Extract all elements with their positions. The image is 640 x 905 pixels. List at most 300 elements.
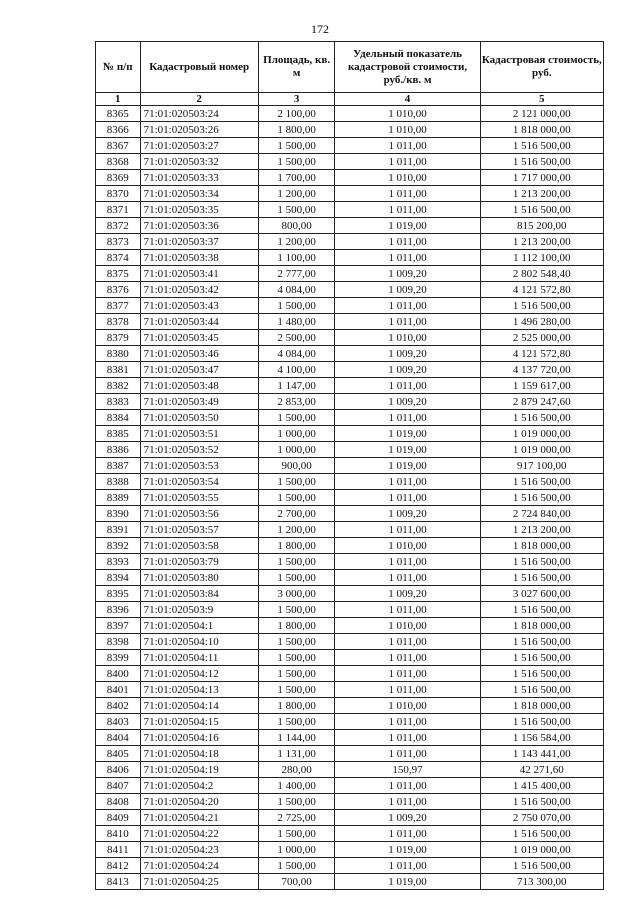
- cadastral-number-cell: 71:01:020504:18: [140, 746, 258, 762]
- unit-value-cell: 1 019,00: [335, 458, 480, 474]
- unit-value-cell: 1 011,00: [335, 522, 480, 538]
- area-cell: 1 500,00: [258, 714, 335, 730]
- cadastral-number-cell: 71:01:020503:51: [140, 426, 258, 442]
- row-number-cell: 8398: [96, 634, 141, 650]
- table-row: [96, 122, 604, 138]
- unit-value-cell: 1 011,00: [335, 746, 480, 762]
- row-number-cell: 8404: [96, 730, 141, 746]
- table-row: [96, 106, 604, 122]
- unit-value-cell: 1 011,00: [335, 634, 480, 650]
- area-cell: 280,00: [258, 762, 335, 778]
- area-cell: 1 500,00: [258, 570, 335, 586]
- cadastral-number-cell: 71:01:020504:11: [140, 650, 258, 666]
- page-number: 172: [311, 22, 329, 36]
- cadastral-value-table: [95, 41, 604, 890]
- column-number-row: [96, 93, 604, 106]
- area-cell: 2 700,00: [258, 506, 335, 522]
- cadastral-value-cell: 1 156 584,00: [480, 730, 603, 746]
- unit-value-cell: 1 009,20: [335, 362, 480, 378]
- cadastral-value-cell: 2 724 840,00: [480, 506, 603, 522]
- table-row: [96, 170, 604, 186]
- unit-value-cell: 1 011,00: [335, 570, 480, 586]
- unit-value-cell: 1 011,00: [335, 490, 480, 506]
- cadastral-number-cell: 71:01:020503:54: [140, 474, 258, 490]
- table-row: [96, 554, 604, 570]
- unit-value-cell: 1 011,00: [335, 778, 480, 794]
- cadastral-value-cell: 1 159 617,00: [480, 378, 603, 394]
- table-row: [96, 666, 604, 682]
- area-cell: 1 200,00: [258, 186, 335, 202]
- cadastral-number-cell: 71:01:020503:27: [140, 138, 258, 154]
- cadastral-value-cell: 1 516 500,00: [480, 602, 603, 618]
- unit-value-cell: 1 011,00: [335, 298, 480, 314]
- cadastral-number-cell: 71:01:020503:58: [140, 538, 258, 554]
- cadastral-number-cell: 71:01:020504:24: [140, 858, 258, 874]
- table-row: [96, 378, 604, 394]
- cadastral-value-cell: 1 516 500,00: [480, 154, 603, 170]
- area-cell: 1 500,00: [258, 154, 335, 170]
- table-row: [96, 794, 604, 810]
- cadastral-value-cell: 1 818 000,00: [480, 538, 603, 554]
- table-row: [96, 842, 604, 858]
- table-row: [96, 602, 604, 618]
- unit-value-cell: 1 009,20: [335, 586, 480, 602]
- area-cell: 800,00: [258, 218, 335, 234]
- row-number-cell: 8367: [96, 138, 141, 154]
- unit-value-cell: 1 011,00: [335, 826, 480, 842]
- row-number-cell: 8383: [96, 394, 141, 410]
- unit-value-cell: 1 011,00: [335, 730, 480, 746]
- row-number-cell: 8406: [96, 762, 141, 778]
- table-row: [96, 426, 604, 442]
- unit-value-cell: 1 011,00: [335, 554, 480, 570]
- cadastral-value-cell: 1 415 400,00: [480, 778, 603, 794]
- table-row: [96, 138, 604, 154]
- area-cell: 4 084,00: [258, 282, 335, 298]
- area-cell: 1 131,00: [258, 746, 335, 762]
- row-number-cell: 8396: [96, 602, 141, 618]
- cadastral-value-cell: 1 516 500,00: [480, 490, 603, 506]
- table-row: [96, 858, 604, 874]
- cadastral-number-cell: 71:01:020503:43: [140, 298, 258, 314]
- row-number-cell: 8375: [96, 266, 141, 282]
- row-number-cell: 8384: [96, 410, 141, 426]
- row-number-cell: 8399: [96, 650, 141, 666]
- table-row: [96, 506, 604, 522]
- cadastral-value-cell: 1 516 500,00: [480, 474, 603, 490]
- area-cell: 1 500,00: [258, 666, 335, 682]
- table-row: [96, 218, 604, 234]
- unit-value-cell: 1 009,20: [335, 506, 480, 522]
- cadastral-number-cell: 71:01:020503:57: [140, 522, 258, 538]
- cadastral-value-cell: 1 516 500,00: [480, 202, 603, 218]
- cadastral-value-cell: 1 213 200,00: [480, 186, 603, 202]
- cadastral-value-cell: 1 213 200,00: [480, 234, 603, 250]
- unit-value-cell: 1 010,00: [335, 170, 480, 186]
- area-cell: 1 500,00: [258, 602, 335, 618]
- cadastral-value-cell: 1 516 500,00: [480, 570, 603, 586]
- header-row-number: № п/п: [96, 42, 141, 93]
- cadastral-number-cell: 71:01:020504:14: [140, 698, 258, 714]
- unit-value-cell: 1 011,00: [335, 794, 480, 810]
- table-row: [96, 570, 604, 586]
- cadastral-value-cell: 1 516 500,00: [480, 858, 603, 874]
- area-cell: 1 700,00: [258, 170, 335, 186]
- area-cell: 1 800,00: [258, 122, 335, 138]
- unit-value-cell: 1 019,00: [335, 218, 480, 234]
- row-number-cell: 8373: [96, 234, 141, 250]
- area-cell: 1 800,00: [258, 698, 335, 714]
- cadastral-value-cell: 1 019 000,00: [480, 442, 603, 458]
- table-row: [96, 234, 604, 250]
- cadastral-number-cell: 71:01:020503:44: [140, 314, 258, 330]
- cadastral-value-cell: 1 516 500,00: [480, 714, 603, 730]
- unit-value-cell: 1 019,00: [335, 842, 480, 858]
- cadastral-value-cell: 1 516 500,00: [480, 666, 603, 682]
- cadastral-number-cell: 71:01:020504:2: [140, 778, 258, 794]
- row-number-cell: 8365: [96, 106, 141, 122]
- table-row: [96, 330, 604, 346]
- table-row: [96, 282, 604, 298]
- unit-value-cell: 1 011,00: [335, 186, 480, 202]
- cadastral-number-cell: 71:01:020503:37: [140, 234, 258, 250]
- area-cell: 1 500,00: [258, 202, 335, 218]
- area-cell: 1 000,00: [258, 842, 335, 858]
- cadastral-value-cell: 1 112 100,00: [480, 250, 603, 266]
- row-number-cell: 8393: [96, 554, 141, 570]
- table-row: [96, 250, 604, 266]
- cadastral-number-cell: 71:01:020503:79: [140, 554, 258, 570]
- table-row: [96, 874, 604, 890]
- row-number-cell: 8380: [96, 346, 141, 362]
- row-number-cell: 8408: [96, 794, 141, 810]
- area-cell: 1 500,00: [258, 650, 335, 666]
- area-cell: 1 100,00: [258, 250, 335, 266]
- area-cell: 1 000,00: [258, 442, 335, 458]
- row-number-cell: 8394: [96, 570, 141, 586]
- area-cell: 1 200,00: [258, 234, 335, 250]
- row-number-cell: 8371: [96, 202, 141, 218]
- unit-value-cell: 1 019,00: [335, 442, 480, 458]
- row-number-cell: 8407: [96, 778, 141, 794]
- row-number-cell: 8409: [96, 810, 141, 826]
- area-cell: 1 400,00: [258, 778, 335, 794]
- unit-value-cell: 1 010,00: [335, 618, 480, 634]
- cadastral-number-cell: 71:01:020503:34: [140, 186, 258, 202]
- header-area: Площадь, кв. м: [258, 42, 335, 93]
- cadastral-number-cell: 71:01:020503:32: [140, 154, 258, 170]
- row-number-cell: 8370: [96, 186, 141, 202]
- row-number-cell: 8405: [96, 746, 141, 762]
- row-number-cell: 8381: [96, 362, 141, 378]
- unit-value-cell: 1 010,00: [335, 698, 480, 714]
- row-number-cell: 8385: [96, 426, 141, 442]
- cadastral-number-cell: 71:01:020503:33: [140, 170, 258, 186]
- row-number-cell: 8377: [96, 298, 141, 314]
- row-number-cell: 8411: [96, 842, 141, 858]
- cadastral-value-cell: 713 300,00: [480, 874, 603, 890]
- table-row: [96, 522, 604, 538]
- row-number-cell: 8413: [96, 874, 141, 890]
- cadastral-number-cell: 71:01:020503:84: [140, 586, 258, 602]
- cadastral-number-cell: 71:01:020504:25: [140, 874, 258, 890]
- unit-value-cell: 1 011,00: [335, 378, 480, 394]
- cadastral-value-cell: 3 027 600,00: [480, 586, 603, 602]
- area-cell: 1 500,00: [258, 410, 335, 426]
- cadastral-number-cell: 71:01:020504:21: [140, 810, 258, 826]
- row-number-cell: 8379: [96, 330, 141, 346]
- column-number: 4: [335, 93, 480, 106]
- cadastral-number-cell: 71:01:020503:24: [140, 106, 258, 122]
- table-row: [96, 394, 604, 410]
- unit-value-cell: 1 011,00: [335, 650, 480, 666]
- table-row: [96, 474, 604, 490]
- cadastral-number-cell: 71:01:020503:26: [140, 122, 258, 138]
- table-row: [96, 586, 604, 602]
- row-number-cell: 8388: [96, 474, 141, 490]
- row-number-cell: 8401: [96, 682, 141, 698]
- unit-value-cell: 1 019,00: [335, 426, 480, 442]
- cadastral-number-cell: 71:01:020503:42: [140, 282, 258, 298]
- table-row: [96, 538, 604, 554]
- table-row: [96, 490, 604, 506]
- column-number: 5: [480, 93, 603, 106]
- cadastral-value-cell: 1 019 000,00: [480, 426, 603, 442]
- row-number-cell: 8400: [96, 666, 141, 682]
- row-number-cell: 8372: [96, 218, 141, 234]
- unit-value-cell: 1 010,00: [335, 330, 480, 346]
- row-number-cell: 8366: [96, 122, 141, 138]
- unit-value-cell: 1 011,00: [335, 234, 480, 250]
- cadastral-value-cell: 917 100,00: [480, 458, 603, 474]
- row-number-cell: 8378: [96, 314, 141, 330]
- cadastral-number-cell: 71:01:020503:80: [140, 570, 258, 586]
- table-row: [96, 202, 604, 218]
- area-cell: 1 800,00: [258, 538, 335, 554]
- unit-value-cell: 1 011,00: [335, 682, 480, 698]
- cadastral-number-cell: 71:01:020504:16: [140, 730, 258, 746]
- row-number-cell: 8391: [96, 522, 141, 538]
- area-cell: 1 480,00: [258, 314, 335, 330]
- area-cell: 4 100,00: [258, 362, 335, 378]
- cadastral-value-cell: 1 516 500,00: [480, 826, 603, 842]
- row-number-cell: 8412: [96, 858, 141, 874]
- cadastral-number-cell: 71:01:020504:22: [140, 826, 258, 842]
- cadastral-value-cell: 4 137 720,00: [480, 362, 603, 378]
- cadastral-value-cell: 42 271,60: [480, 762, 603, 778]
- unit-value-cell: 1 011,00: [335, 138, 480, 154]
- area-cell: 1 200,00: [258, 522, 335, 538]
- unit-value-cell: 1 009,20: [335, 810, 480, 826]
- unit-value-cell: 1 009,20: [335, 282, 480, 298]
- table-row: [96, 762, 604, 778]
- table-row: [96, 618, 604, 634]
- cadastral-value-cell: 1 516 500,00: [480, 794, 603, 810]
- area-cell: 1 500,00: [258, 298, 335, 314]
- cadastral-number-cell: 71:01:020503:50: [140, 410, 258, 426]
- table-row: [96, 298, 604, 314]
- area-cell: 1 800,00: [258, 618, 335, 634]
- area-cell: 1 147,00: [258, 378, 335, 394]
- area-cell: 1 500,00: [258, 474, 335, 490]
- cadastral-number-cell: 71:01:020503:41: [140, 266, 258, 282]
- cadastral-value-cell: 1 516 500,00: [480, 138, 603, 154]
- area-cell: 2 500,00: [258, 330, 335, 346]
- area-cell: 1 500,00: [258, 554, 335, 570]
- table-body: [96, 106, 604, 890]
- cadastral-number-cell: 71:01:020504:23: [140, 842, 258, 858]
- cadastral-value-cell: 1 516 500,00: [480, 410, 603, 426]
- cadastral-value-cell: 2 879 247,60: [480, 394, 603, 410]
- table-row: [96, 650, 604, 666]
- cadastral-number-cell: 71:01:020503:53: [140, 458, 258, 474]
- cadastral-number-cell: 71:01:020503:49: [140, 394, 258, 410]
- row-number-cell: 8374: [96, 250, 141, 266]
- table-row: [96, 314, 604, 330]
- table-row: [96, 266, 604, 282]
- column-number: 1: [96, 93, 141, 106]
- column-number: 3: [258, 93, 335, 106]
- area-cell: 1 000,00: [258, 426, 335, 442]
- cadastral-value-cell: 1 516 500,00: [480, 634, 603, 650]
- unit-value-cell: 1 011,00: [335, 602, 480, 618]
- unit-value-cell: 1 009,20: [335, 394, 480, 410]
- cadastral-value-cell: 1 818 000,00: [480, 698, 603, 714]
- cadastral-number-cell: 71:01:020504:12: [140, 666, 258, 682]
- area-cell: 700,00: [258, 874, 335, 890]
- row-number-cell: 8392: [96, 538, 141, 554]
- header-cadastral-number: Кадастровый номер: [140, 42, 258, 93]
- table-row: [96, 634, 604, 650]
- table-row: [96, 154, 604, 170]
- unit-value-cell: 1 011,00: [335, 314, 480, 330]
- area-cell: 3 000,00: [258, 586, 335, 602]
- area-cell: 1 144,00: [258, 730, 335, 746]
- table-row: [96, 186, 604, 202]
- cadastral-value-cell: 1 516 500,00: [480, 650, 603, 666]
- table-row: [96, 410, 604, 426]
- cadastral-number-cell: 71:01:020504:1: [140, 618, 258, 634]
- row-number-cell: 8397: [96, 618, 141, 634]
- cadastral-value-cell: 1 143 441,00: [480, 746, 603, 762]
- cadastral-number-cell: 71:01:020504:19: [140, 762, 258, 778]
- table-row: [96, 730, 604, 746]
- column-number: 2: [140, 93, 258, 106]
- cadastral-number-cell: 71:01:020503:46: [140, 346, 258, 362]
- area-cell: 1 500,00: [258, 490, 335, 506]
- cadastral-number-cell: 71:01:020503:45: [140, 330, 258, 346]
- cadastral-value-cell: 4 121 572,80: [480, 282, 603, 298]
- cadastral-number-cell: 71:01:020504:13: [140, 682, 258, 698]
- cadastral-number-cell: 71:01:020503:38: [140, 250, 258, 266]
- table-row: [96, 442, 604, 458]
- cadastral-value-cell: 4 121 572,80: [480, 346, 603, 362]
- cadastral-number-cell: 71:01:020504:15: [140, 714, 258, 730]
- unit-value-cell: 1 011,00: [335, 666, 480, 682]
- cadastral-value-cell: 1 496 280,00: [480, 314, 603, 330]
- table-row: [96, 810, 604, 826]
- cadastral-value-cell: 1 213 200,00: [480, 522, 603, 538]
- cadastral-value-cell: 1 516 500,00: [480, 554, 603, 570]
- unit-value-cell: 1 010,00: [335, 538, 480, 554]
- area-cell: 1 500,00: [258, 794, 335, 810]
- row-number-cell: 8376: [96, 282, 141, 298]
- row-number-cell: 8395: [96, 586, 141, 602]
- unit-value-cell: 1 010,00: [335, 106, 480, 122]
- area-cell: 1 500,00: [258, 634, 335, 650]
- unit-value-cell: 1 011,00: [335, 858, 480, 874]
- row-number-cell: 8368: [96, 154, 141, 170]
- unit-value-cell: 1 011,00: [335, 714, 480, 730]
- area-cell: 4 084,00: [258, 346, 335, 362]
- cadastral-value-cell: 1 818 000,00: [480, 618, 603, 634]
- cadastral-number-cell: 71:01:020503:56: [140, 506, 258, 522]
- cadastral-number-cell: 71:01:020504:20: [140, 794, 258, 810]
- cadastral-value-cell: 1 019 000,00: [480, 842, 603, 858]
- cadastral-value-cell: 2 750 070,00: [480, 810, 603, 826]
- table-row: [96, 458, 604, 474]
- cadastral-value-cell: 2 121 000,00: [480, 106, 603, 122]
- unit-value-cell: 1 011,00: [335, 474, 480, 490]
- row-number-cell: 8382: [96, 378, 141, 394]
- unit-value-cell: 1 019,00: [335, 874, 480, 890]
- area-cell: 1 500,00: [258, 826, 335, 842]
- area-cell: 1 500,00: [258, 858, 335, 874]
- cadastral-number-cell: 71:01:020504:10: [140, 634, 258, 650]
- unit-value-cell: 1 011,00: [335, 250, 480, 266]
- row-number-cell: 8403: [96, 714, 141, 730]
- row-number-cell: 8389: [96, 490, 141, 506]
- unit-value-cell: 1 009,20: [335, 266, 480, 282]
- area-cell: 1 500,00: [258, 138, 335, 154]
- row-number-cell: 8410: [96, 826, 141, 842]
- cadastral-value-cell: 1 717 000,00: [480, 170, 603, 186]
- cadastral-number-cell: 71:01:020503:47: [140, 362, 258, 378]
- row-number-cell: 8369: [96, 170, 141, 186]
- header-cadastral-value: Кадастровая стоимость, руб.: [480, 42, 603, 93]
- header-unit-value: Удельный показатель кадастровой стоимости, руб./кв. м: [335, 42, 480, 93]
- table-row: [96, 714, 604, 730]
- cadastral-value-cell: 2 802 548,40: [480, 266, 603, 282]
- cadastral-number-cell: 71:01:020503:55: [140, 490, 258, 506]
- cadastral-value-cell: 2 525 000,00: [480, 330, 603, 346]
- cadastral-number-cell: 71:01:020503:48: [140, 378, 258, 394]
- table-row: [96, 362, 604, 378]
- cadastral-value-cell: 1 516 500,00: [480, 682, 603, 698]
- cadastral-value-cell: 815 200,00: [480, 218, 603, 234]
- area-cell: 1 500,00: [258, 682, 335, 698]
- table-row: [96, 746, 604, 762]
- unit-value-cell: 150,97: [335, 762, 480, 778]
- area-cell: 2 853,00: [258, 394, 335, 410]
- row-number-cell: 8402: [96, 698, 141, 714]
- area-cell: 900,00: [258, 458, 335, 474]
- cadastral-value-cell: 1 516 500,00: [480, 298, 603, 314]
- area-cell: 2 100,00: [258, 106, 335, 122]
- table-row: [96, 698, 604, 714]
- cadastral-number-cell: 71:01:020503:52: [140, 442, 258, 458]
- row-number-cell: 8390: [96, 506, 141, 522]
- cadastral-number-cell: 71:01:020503:36: [140, 218, 258, 234]
- cadastral-value-cell: 1 818 000,00: [480, 122, 603, 138]
- unit-value-cell: 1 011,00: [335, 154, 480, 170]
- table-row: [96, 826, 604, 842]
- area-cell: 2 777,00: [258, 266, 335, 282]
- table-row: [96, 778, 604, 794]
- unit-value-cell: 1 009,20: [335, 346, 480, 362]
- cadastral-number-cell: 71:01:020503:9: [140, 602, 258, 618]
- unit-value-cell: 1 011,00: [335, 410, 480, 426]
